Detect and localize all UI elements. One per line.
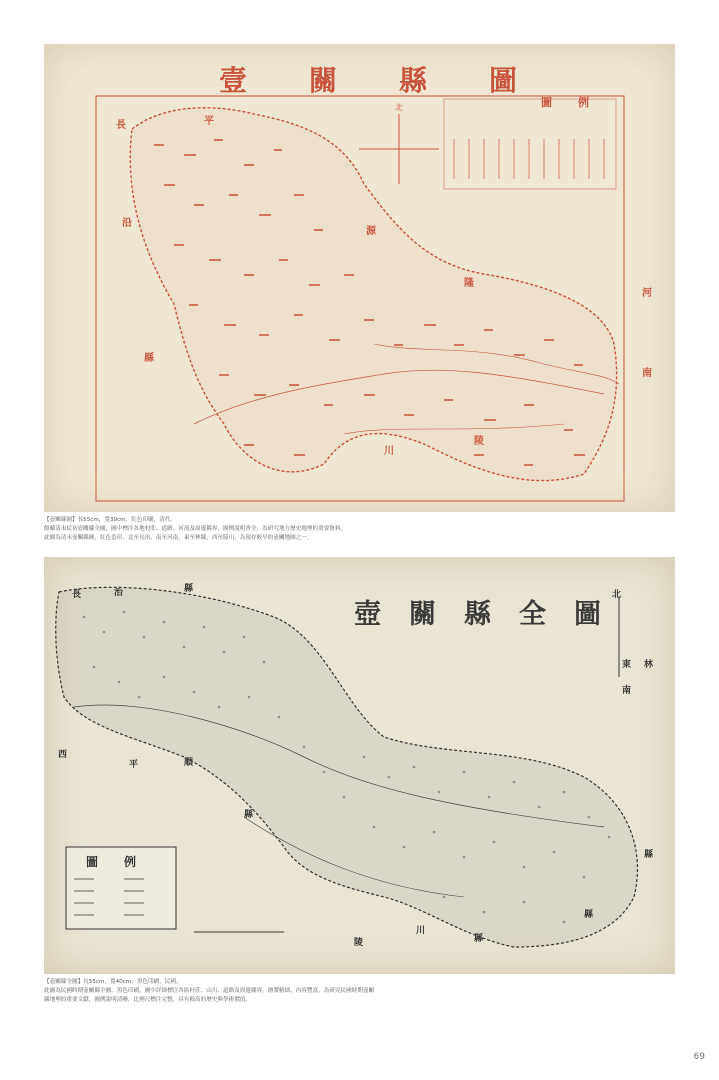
caption-line: 此圖為民國時期壺關縣全圖，黑色印刷，圖中詳細標注各區村莊、山川、道路及周邊縣界，繪製精細，內容豐富，為研究民國時期壺關 [44,988,375,994]
map2-label: 東 [622,660,632,670]
page-number: 69 [693,1052,705,1062]
caption-line: 館藏清末民初壺關縣全圖，圖中標注各地村莊、道路、河流及周邊縣界，圖例說明齊全，為研究地方歷史地理的重要資料。 [44,526,347,532]
map1-legend-title: 圖例 [541,96,615,109]
map2-legend-title: 圖例 [86,855,163,869]
map2-label: 治 [114,588,124,598]
map1-label: 沿 [122,218,132,229]
map1-caption [44,516,675,543]
caption-line: 此圖為清末壺關縣圖，紅色套印，北至長治，南至河南，東至林縣，西至陵川，為現存較早的壺關地圖之一。 [44,535,313,541]
map2-label: 長 [72,590,82,600]
caption-line: 縣地理的重要文獻，圖例說明清晰，比例尺標注完整，具有較高的歷史與學術價值。 [44,997,251,1003]
map2-label: 陵 [354,938,364,948]
map1-label: 平 [204,116,214,127]
map2-label: 縣 [474,934,484,944]
map2-label: 平 [129,760,139,770]
map2-label: 縣 [184,584,194,594]
map2-caption [44,978,675,1005]
map1-label: 縣 [144,353,154,364]
map-image-2 [44,557,675,974]
map2-title: 壺關縣全圖 [354,599,629,630]
map1-drawing [44,44,675,512]
map1-label: 長 [116,120,126,131]
map1-label: 川 [384,446,394,457]
map2-label: 林 [644,660,654,670]
caption-line: 【壺關縣圖】長55cm，寬39cm，紅色印刷，清代。 [44,517,176,523]
map1-label: 南 [642,368,652,379]
map2-label: 縣 [244,810,254,820]
map1-north-label: 北 [395,103,403,112]
map2-label: 縣 [584,910,594,920]
map1-label: 源 [366,226,376,237]
map1-title: 壹關縣圖 [219,64,580,97]
map1-label: 隆 [464,278,474,289]
map2-label: 順 [184,758,194,768]
caption-line: 【壺關縣全圖】長55cm，寬40cm，黑色印刷，民國。 [44,979,182,985]
map2-label: 北 [612,590,622,600]
map2-label: 川 [416,926,426,936]
map2-label: 南 [622,686,632,696]
map1-label: 河 [642,288,652,299]
map2-label: 縣 [644,850,654,860]
map2-label: 西 [58,750,68,760]
map1-label: 陵 [474,436,484,447]
map-image-1 [44,44,675,512]
